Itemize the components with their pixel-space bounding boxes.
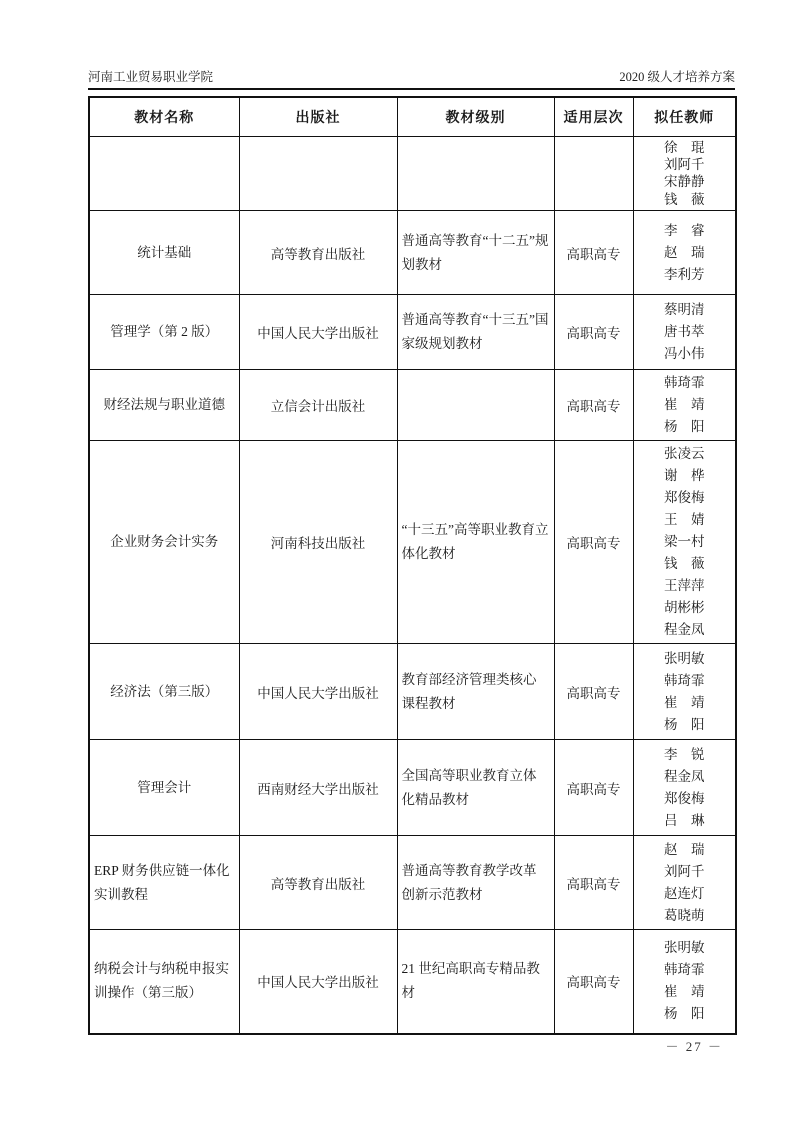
- cell-textbook-name: [89, 136, 239, 211]
- cell-publisher: 高等教育出版社: [239, 836, 397, 930]
- teacher-name: 程金凤: [664, 622, 705, 638]
- teacher-name: 吕 琳: [664, 812, 705, 828]
- teacher-name: 崔 靖: [664, 397, 705, 413]
- column-header-textbook-level: 教材级别: [397, 97, 554, 136]
- cell-teachers: [633, 211, 736, 295]
- teacher-name: 蔡明清: [664, 302, 705, 318]
- teacher-name: 刘阿千: [664, 156, 705, 172]
- cell-textbook-name: 管理学（第 2 版）: [89, 295, 239, 370]
- page-number: － 27 －: [665, 1039, 723, 1054]
- document-content: [88, 0, 735, 1035]
- teacher-name: 钱 薇: [664, 191, 705, 207]
- cell-textbook-level: 21 世纪高职高专精品教材: [397, 930, 554, 1034]
- cell-applicable-level: 高职高专: [554, 211, 633, 295]
- document-header: [88, 0, 735, 86]
- cell-teachers: [633, 740, 736, 836]
- cell-teachers: [633, 295, 736, 370]
- table-row: [89, 644, 736, 740]
- teacher-name: 张明敏: [664, 650, 705, 666]
- cell-publisher: 中国人民大学出版社: [239, 644, 397, 740]
- cell-teachers: [633, 136, 736, 211]
- teacher-name: 刘阿千: [664, 863, 705, 879]
- teacher-name: 宋静静: [664, 174, 705, 190]
- teacher-name: 胡彬彬: [664, 600, 705, 616]
- teacher-name: 李利芳: [664, 266, 705, 282]
- teacher-name: 王 婧: [664, 512, 705, 528]
- cell-textbook-level: 普通高等教育“十三五”国家级规划教材: [397, 295, 554, 370]
- cell-publisher: 西南财经大学出版社: [239, 740, 397, 836]
- table-row: [89, 136, 736, 211]
- teacher-name: 韩琦霏: [664, 672, 705, 688]
- cell-publisher: 中国人民大学出版社: [239, 295, 397, 370]
- cell-textbook-level: [397, 136, 554, 211]
- cell-publisher: 高等教育出版社: [239, 211, 397, 295]
- cell-textbook-level: 全国高等职业教育立体化精品教材: [397, 740, 554, 836]
- teacher-name: 谢 桦: [664, 468, 705, 484]
- table-header-row: [89, 97, 736, 136]
- table-row: [89, 211, 736, 295]
- cell-applicable-level: 高职高专: [554, 295, 633, 370]
- cell-textbook-level: 普通高等教育教学改革创新示范教材: [397, 836, 554, 930]
- cell-textbook-level: “十三五”高等职业教育立体化教材: [397, 441, 554, 644]
- cell-applicable-level: [554, 136, 633, 211]
- cell-applicable-level: 高职高专: [554, 836, 633, 930]
- teacher-name: 李 锐: [664, 746, 705, 762]
- table-row: [89, 441, 736, 644]
- cell-teachers: [633, 370, 736, 441]
- cell-textbook-name: 统计基础: [89, 211, 239, 295]
- cell-textbook-name: 企业财务会计实务: [89, 441, 239, 644]
- teacher-name: 程金凤: [664, 768, 705, 784]
- textbook-table: [88, 96, 737, 1035]
- header-rule: [88, 88, 735, 90]
- teacher-name: 张凌云: [664, 446, 705, 462]
- cell-publisher: 河南科技出版社: [239, 441, 397, 644]
- table-row: [89, 836, 736, 930]
- cell-applicable-level: 高职高专: [554, 370, 633, 441]
- teacher-name: 郑俊梅: [664, 490, 705, 506]
- cell-textbook-name: 财经法规与职业道德: [89, 370, 239, 441]
- cell-textbook-name: 纳税会计与纳税申报实训操作（第三版）: [89, 930, 239, 1034]
- teacher-name: 崔 靖: [664, 694, 705, 710]
- cell-applicable-level: 高职高专: [554, 740, 633, 836]
- column-header-applicable-level: 适用层次: [554, 97, 633, 136]
- teacher-name: 崔 靖: [664, 984, 705, 1000]
- header-plan-title: 2020 级人才培养方案: [619, 70, 735, 84]
- teacher-name: 杨 阳: [664, 1006, 705, 1022]
- teacher-name: 杨 阳: [664, 419, 705, 435]
- teacher-name: 赵 瑞: [664, 841, 705, 857]
- cell-publisher: 立信会计出版社: [239, 370, 397, 441]
- teacher-name: 韩琦霏: [664, 962, 705, 978]
- column-header-proposed-teachers: 拟任教师: [633, 97, 736, 136]
- header-school-name: 河南工业贸易职业学院: [88, 70, 214, 84]
- cell-textbook-name: ERP 财务供应链一体化实训教程: [89, 836, 239, 930]
- teacher-name: 郑俊梅: [664, 790, 705, 806]
- column-header-publisher: 出版社: [239, 97, 397, 136]
- teacher-name: 李 睿: [664, 222, 705, 238]
- cell-textbook-level: 普通高等教育“十二五”规划教材: [397, 211, 554, 295]
- cell-teachers: [633, 441, 736, 644]
- teacher-name: 唐书萃: [664, 324, 705, 340]
- cell-applicable-level: 高职高专: [554, 644, 633, 740]
- table-row: [89, 930, 736, 1034]
- cell-textbook-name: 经济法（第三版）: [89, 644, 239, 740]
- cell-applicable-level: 高职高专: [554, 441, 633, 644]
- teacher-name: 韩琦霏: [664, 375, 705, 391]
- cell-textbook-name: 管理会计: [89, 740, 239, 836]
- teacher-name: 赵 瑞: [664, 244, 705, 260]
- teacher-name: 王萍萍: [664, 578, 705, 594]
- cell-textbook-level: [397, 370, 554, 441]
- teacher-name: 冯小伟: [664, 346, 705, 362]
- teacher-name: 钱 薇: [664, 556, 705, 572]
- cell-publisher: 中国人民大学出版社: [239, 930, 397, 1034]
- teacher-name: 赵连灯: [664, 885, 705, 901]
- table-row: [89, 370, 736, 441]
- cell-teachers: [633, 836, 736, 930]
- teacher-name: 葛晓萌: [664, 907, 705, 923]
- column-header-textbook-name: 教材名称: [89, 97, 239, 136]
- cell-publisher: [239, 136, 397, 211]
- cell-applicable-level: 高职高专: [554, 930, 633, 1034]
- teacher-name: 杨 阳: [664, 716, 705, 732]
- table-row: [89, 295, 736, 370]
- teacher-name: 徐 琨: [664, 139, 705, 155]
- teacher-name: 张明敏: [664, 940, 705, 956]
- cell-textbook-level: 教育部经济管理类核心课程教材: [397, 644, 554, 740]
- cell-teachers: [633, 644, 736, 740]
- teacher-name: 梁一村: [664, 534, 705, 550]
- table-row: [89, 740, 736, 836]
- cell-teachers: [633, 930, 736, 1034]
